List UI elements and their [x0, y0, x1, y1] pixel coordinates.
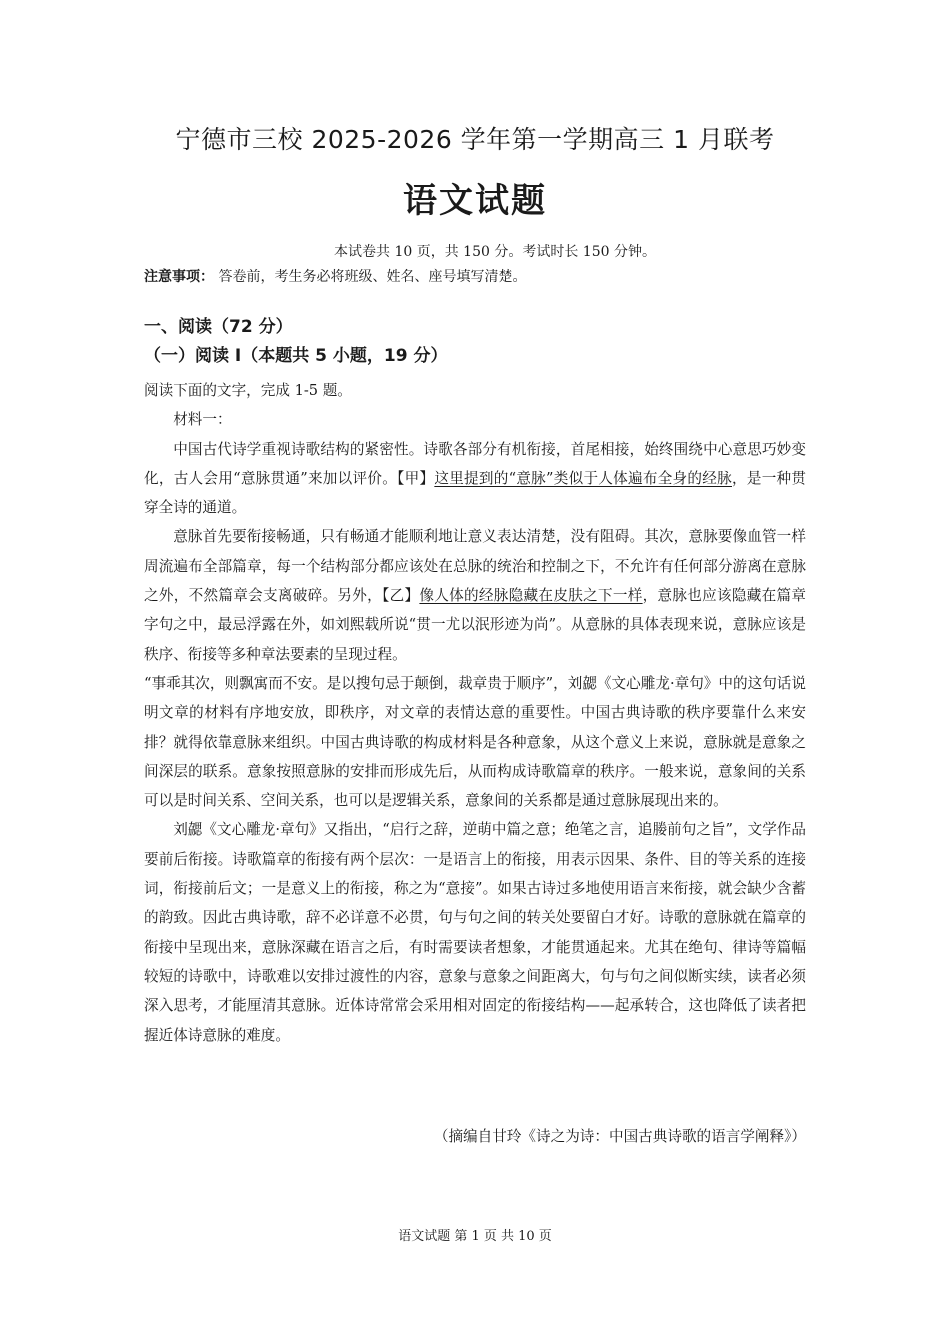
mark-jia: 【甲】 [397, 469, 435, 487]
exam-title: 宁德市三校 2025-2026 学年第一学期高三 1 月联考 [175, 125, 775, 154]
section-title: 一、阅读（72 分） [144, 317, 293, 337]
source-citation: （摘编自甘玲《诗之为诗：中国古典诗歌的语言学阐释》） [433, 1128, 806, 1145]
exam-meta: 本试卷共 10 页，共 150 分。考试时长 150 分钟。 [334, 244, 656, 260]
p1-text-b: ，是一种贯穿全诗的通道。 [144, 469, 806, 517]
underlined-sentence-yi: 像人体的经脉隐藏在皮肤之下一样 [419, 587, 643, 605]
paragraph-4: 刘勰《文心雕龙·章句》又指出，“启行之辞，逆萌中篇之意；绝笔之言，追媵前句之旨”，文学作品要前后衔接。诗歌篇章的衔接有两个层次：一是语言上的衔接，用表示因果、条件、目的等关系的连接词，衔接前后文；一是意义上的衔接，称之为“意接”。如果古诗过多地使用语言来衔接，就会缺少含蓄的韵致。因此古典诗歌，辞不必详意不必贯，句与句之间的转关处要留白才好。诗歌的意脉就在篇章的衔接中呈现出来，意脉深藏在语言之后，有时需要读者想象，才能贯通起来。尤其在绝句、律诗等篇幅较短的诗歌中，诗歌难以安排过渡性的内容，意象与意象之间距离大，句与句之间似断实续，读者必须深入思考，才能厘清其意脉。近体诗常常会采用相对固定的衔接结构——起承转合，这也降低了读者把握近体诗意脉的难度。 [144, 821, 806, 1044]
notice-text: 答卷前，考生务必将班级、姓名、座号填写清楚。 [218, 269, 527, 285]
page-footer: 语文试题 第 1 页 共 10 页 [398, 1229, 552, 1244]
subject-title: 语文试题 [403, 181, 547, 221]
subsection-title: （一）阅读 I（本题共 5 小题，19 分） [144, 346, 448, 366]
paragraph-1 [144, 435, 806, 523]
passage-body [144, 376, 806, 1050]
p2-text-b: ，意脉也应该隐藏在篇章字句之中，最忌浮露在外，如刘熙载所说“贯一尤以泯形迹为尚”。从意脉的具体表现来说，意脉应该是秩序、衔接等多种章法要素的呈现过程。 [144, 587, 806, 663]
material-label: 材料一： [173, 411, 232, 429]
p2-text-a: 意脉首先要衔接畅通，只有畅通才能顺利地让意义表达清楚，没有阻碍。其次，意脉要像血管一样周流遍布全部篇章，每一个结构部分都应该处在总脉的统治和控制之下，不允许有任何部分游离在意脉之外，不然篇章会支离破碎。另外， [144, 528, 806, 605]
paragraph-2 [144, 522, 806, 668]
mark-yi: 【乙】 [382, 587, 420, 605]
underlined-sentence-jia: 这里提到的“意脉”类似于人体遍布全身的经脉 [434, 469, 732, 487]
notice [144, 265, 526, 289]
paragraph-3: “事乖其次，则飘寓而不安。是以搜句忌于颠倒，裁章贵于顺序”，刘勰《文心雕龙·章句》中的这句话说明文章的材料有序地安放，即秩序，对文章的表情达意的重要性。中国古典诗歌的秩序要靠什么来安排？就得依靠意脉来组织。中国古典诗歌的构成材料是各种意象，从这个意义上来说，意脉就是意象之间深层的联系。意象按照意脉的安排而形成先后，从而构成诗歌篇章的秩序。一般来说，意象间的关系可以是时间关系、空间关系，也可以是逻辑关系，意象间的关系都是通过意脉展现出来的。 [144, 674, 806, 810]
instruction: 阅读下面的文字，完成 1-5 题。 [144, 382, 352, 399]
notice-label: 注意事项： [144, 269, 214, 285]
p1-text-a: 中国古代诗学重视诗歌结构的紧密性。诗歌各部分有机衔接，首尾相接，始终围绕中心意思巧妙变化，古人会用“意脉贯通”来加以评价。 [144, 440, 806, 487]
